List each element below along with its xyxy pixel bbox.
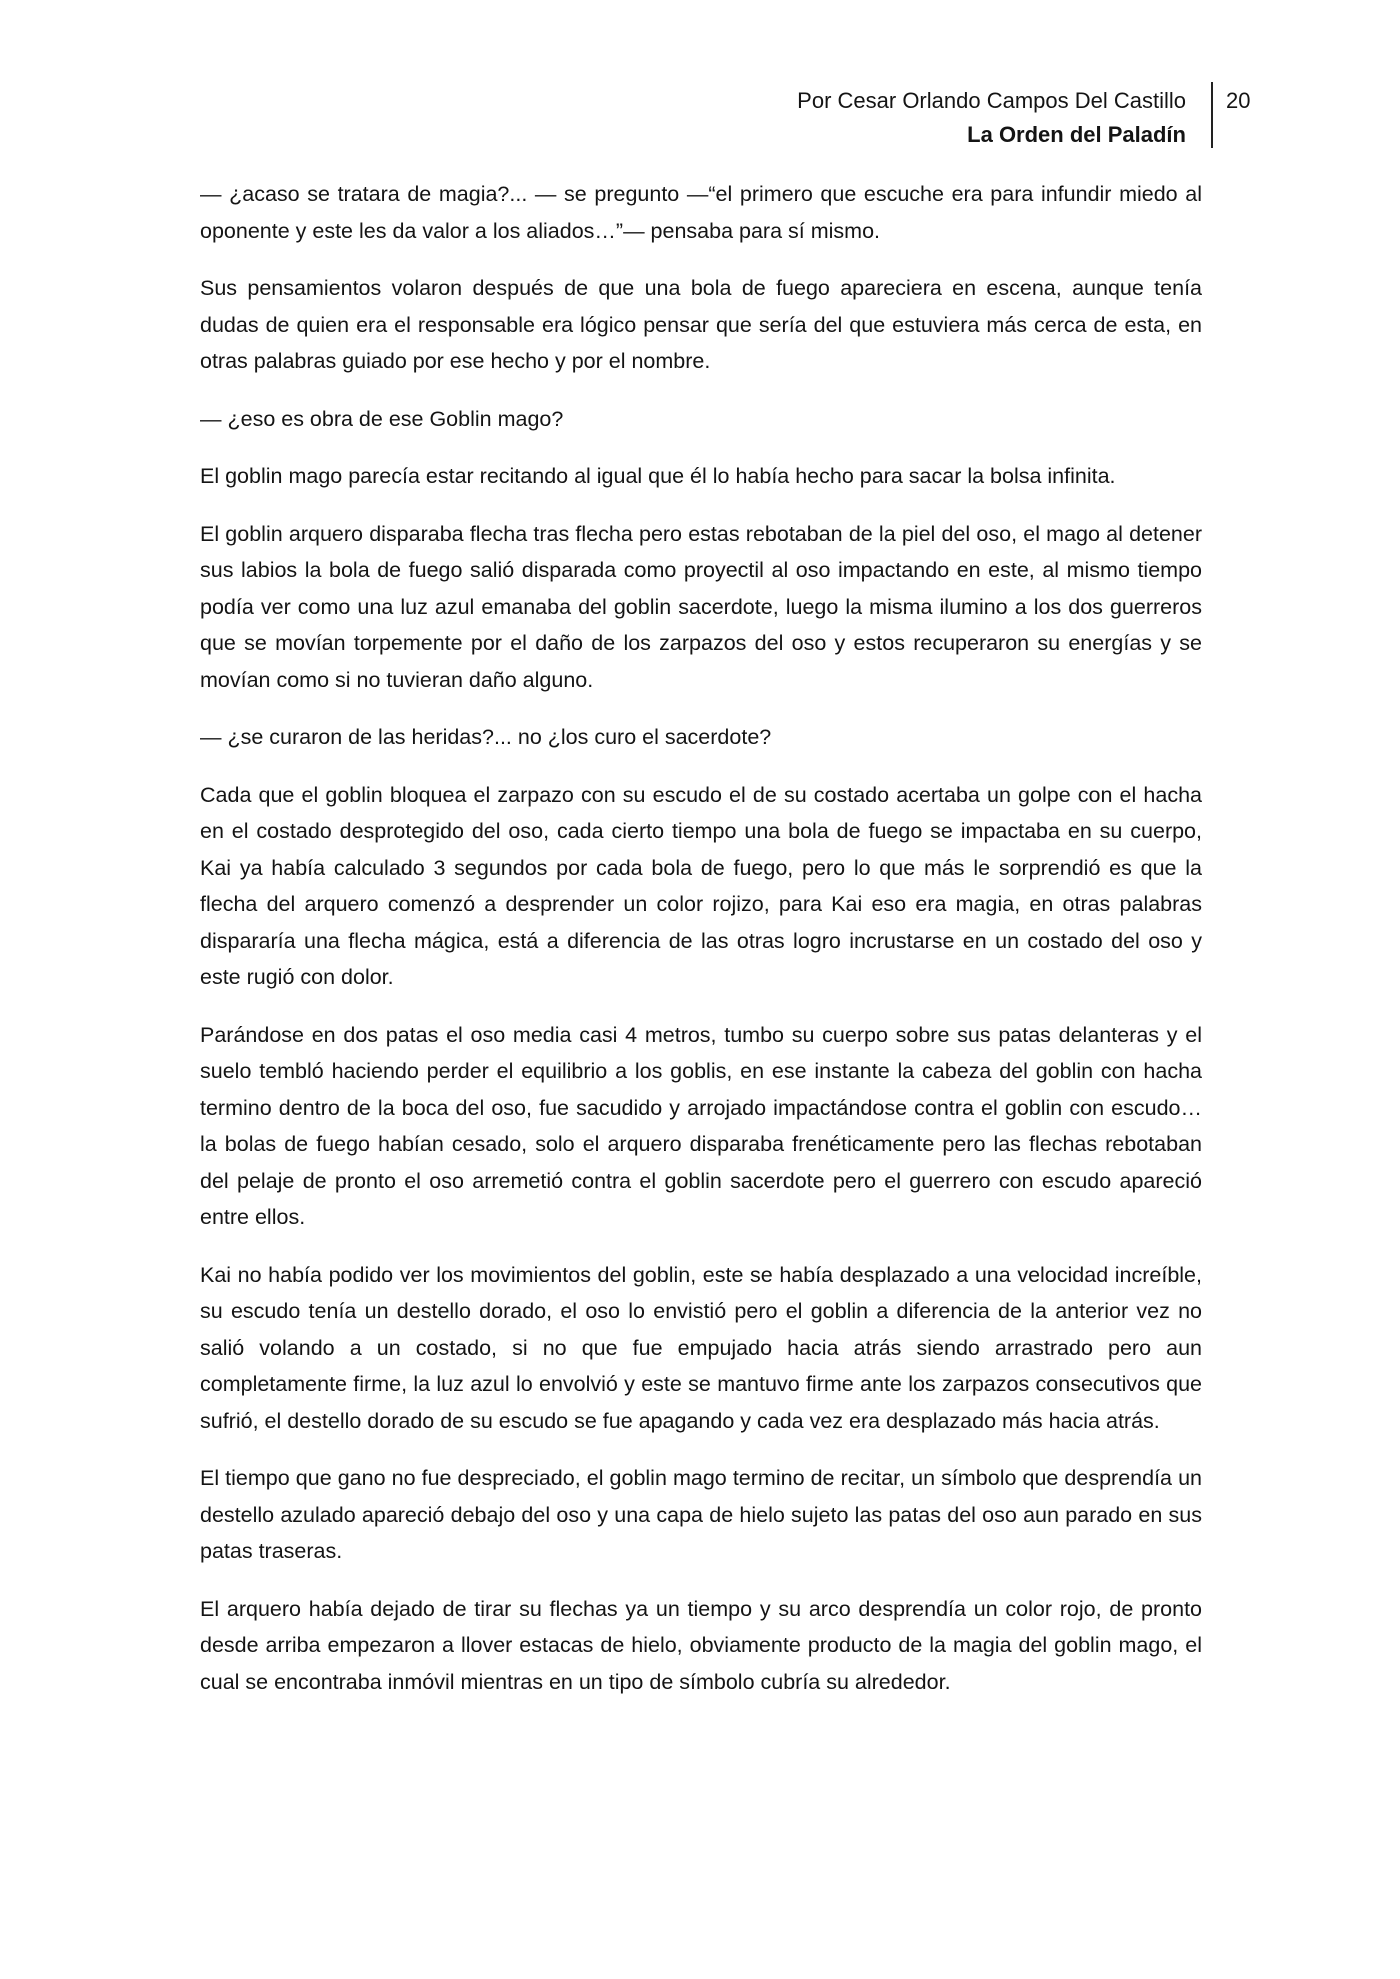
book-title: La Orden del Paladín [967, 122, 1186, 147]
header-divider [1211, 82, 1213, 148]
paragraph: — ¿acaso se tratara de magia?... — se pregunto —“el primero que escuche era para infundir miedo al oponente y este les da valor a los aliados…”— pensaba para sí mismo. [200, 182, 1202, 243]
paragraph: El tiempo que gano no fue despreciado, el goblin mago termino de recitar, un símbolo que desprendía un destello azulado apareció debajo del oso y una capa de hielo sujeto las patas del oso aun parado en sus patas traseras. [200, 1466, 1202, 1563]
page-header [797, 84, 1200, 152]
paragraph: Kai no había podido ver los movimientos del goblin, este se había desplazado a una velocidad increíble, su escudo tenía un destello dorado, el oso lo envistió pero el goblin a diferencia de la anterior vez no salió volando a un costado, si no que fue empujado hacia atrás siendo arrastrado pero aun completamente firme, la luz azul lo envolvió y este se mantuvo firme ante los zarpazos consecutivos que sufrió, el destello dorado de su escudo se fue apagando y cada vez era desplazado más hacia atrás. [200, 1262, 1202, 1433]
paragraph: — ¿eso es obra de ese Goblin mago? [200, 406, 564, 431]
paragraph: Cada que el goblin bloquea el zarpazo con su escudo el de su costado acertaba un golpe con el hacha en el costado desprotegido del oso, cada cierto tiempo una bola de fuego se impactaba en su cuerpo, Kai ya había calculado 3 segundos por cada bola de fuego, pero lo que más le sorprendió es que la flecha del arquero comenzó a desprender un color rojizo, para Kai eso era magia, en otras palabras dispararía una flecha mágica, está a diferencia de las otras logro incrustarse en un costado del oso y este rugió con dolor. [200, 782, 1202, 989]
paragraph: El goblin mago parecía estar recitando al igual que él lo había hecho para sacar la bolsa infinita. [200, 464, 1116, 488]
author-line: Por Cesar Orlando Campos Del Castillo [797, 88, 1186, 113]
paragraph: El goblin arquero disparaba flecha tras flecha pero estas rebotaban de la piel del oso, el mago al detener sus labios la bola de fuego salió disparada como proyectil al oso impactando en este, al mismo tiempo podía ver como una luz azul emanaba del goblin sacerdote, luego la misma ilumino a los dos guerreros que se movían torpemente por el daño de los zarpazos del oso y estos recuperaron su energías y se movían como si no tuvieran daño alguno. [200, 521, 1202, 692]
paragraph: Sus pensamientos volaron después de que una bola de fuego apareciera en escena, aunque tenía dudas de quien era el responsable era lógico pensar que sería del que estuviera más cerca de esta, en otras palabras guiado por ese hecho y por el nombre. [200, 276, 1202, 373]
paragraph: — ¿se curaron de las heridas?... no ¿los curo el sacerdote? [200, 725, 772, 749]
page-number: 20 [1226, 88, 1251, 113]
paragraph: El arquero había dejado de tirar su flechas ya un tiempo y su arco desprendía un color rojo, de pronto desde arriba empezaron a llover estacas de hielo, obviamente producto de la magia del goblin mago, el cual se encontraba inmóvil mientras en un tipo de símbolo cubría su alrededor. [200, 1596, 1202, 1694]
body-text [200, 176, 1202, 1721]
paragraph: Parándose en dos patas el oso media casi 4 metros, tumbo su cuerpo sobre sus patas delanteras y el suelo tembló haciendo perder el equilibrio a los goblis, en ese instante la cabeza del goblin con hacha termino dentro de la boca del oso, fue sacudido y arrojado impactándose contra el goblin con escudo… la bolas de fuego habían cesado, solo el arquero disparaba frenéticamente pero las flechas rebotaban del pelaje de pronto el oso arremetió contra el goblin sacerdote pero el guerrero con escudo apareció entre ellos. [200, 1022, 1202, 1229]
